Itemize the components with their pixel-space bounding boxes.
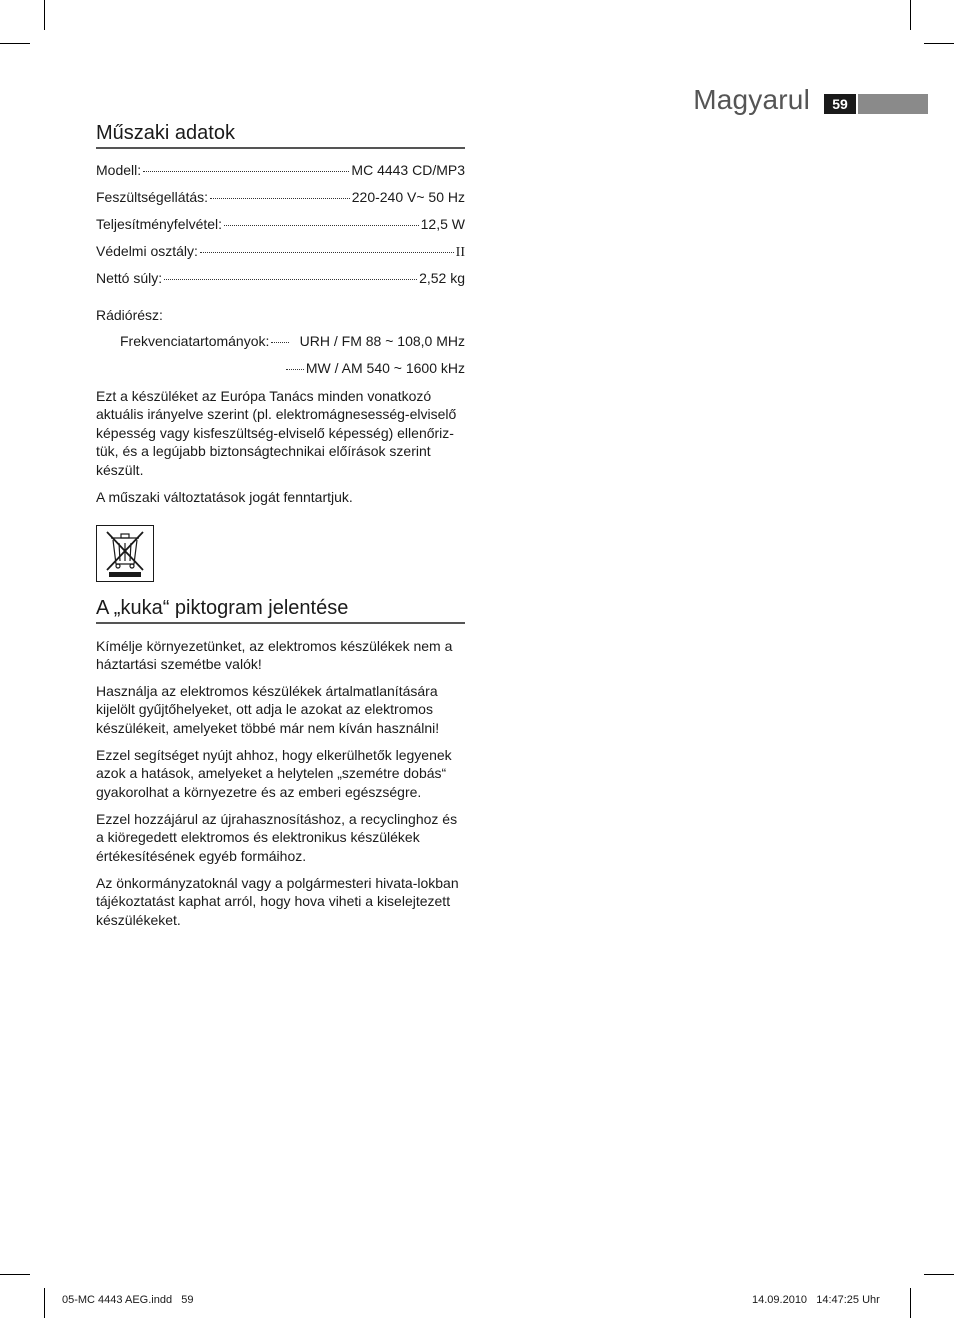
compliance-paragraph: Ezt a készüléket az Európa Tanács minden vonatkozó aktuális irányelve szerint (pl. elektromágnesesség-elviselő képesség vagy kisfeszültség-elviselő képesség) ellenőriz-tük, és a legújabb biztonságtechnikai előírások szerint készült. — [96, 388, 457, 478]
frequency-value-fm: URH / FM 88 ~ 108,0 MHz — [299, 333, 465, 349]
leader-dots — [200, 252, 454, 253]
crop-mark — [44, 1288, 45, 1318]
bin-paragraph: Kímélje környezetünket, az elektromos készülékek nem a háztartási szemétbe valók! — [96, 638, 453, 673]
spec-row — [96, 243, 465, 261]
leader-dots — [271, 342, 289, 343]
bin-heading-block — [96, 597, 465, 624]
leader-dots — [164, 279, 417, 280]
crossed-bin-icon — [96, 525, 154, 582]
crop-mark — [924, 43, 954, 44]
leader-dots — [143, 171, 349, 172]
radio-section-label: Rádiórész: — [96, 307, 163, 323]
rights-paragraph: A műszaki változtatások jogát fenntartjuk. — [96, 489, 353, 505]
spec-label: Nettó súly: — [96, 270, 163, 286]
spec-value: 220-240 V~ 50 Hz — [351, 189, 465, 205]
page-number-badge: 59 — [824, 94, 856, 114]
leader-dots — [224, 225, 419, 226]
spec-value: II — [455, 245, 465, 260]
spec-label: Védelmi osztály: — [96, 243, 198, 259]
spec-label: Feszültségellátás: — [96, 189, 209, 205]
frequency-row — [120, 360, 465, 376]
bin-paragraph: Használja az elektromos készülékek ártalmatlanítására kijelölt gyűjtőhelyeket, ott adja le azokat az elektromos készülékeit, amelyeket többé már nem kíván használni! — [96, 683, 440, 736]
specs-heading-block — [96, 122, 465, 149]
crop-mark — [910, 0, 911, 30]
crop-mark — [44, 0, 45, 30]
footer-filename: 05-MC 4443 AEG.indd 59 — [62, 1294, 194, 1306]
spec-row — [96, 216, 465, 232]
bin-paragraph: Az önkormányzatoknál vagy a polgármesteri hivata-lokban tájékoztatást kaphat arról, hogy hova viheti a kiselejtezett készülékeket. — [96, 875, 459, 928]
bin-paragraph: Ezzel hozzájárul az újrahasznosításhoz, a recyclinghoz és a kiöregedett elektromos és elektronikus készülékek értékesítésének egyéb formáihoz. — [96, 811, 458, 864]
footer-timestamp: 14.09.2010 14:47:25 Uhr — [752, 1294, 880, 1306]
frequency-label: Frekvenciatartományok: — [120, 333, 270, 349]
crop-mark — [0, 1274, 30, 1275]
crop-mark — [910, 1288, 911, 1318]
leader-dots — [286, 369, 304, 370]
crop-mark — [0, 43, 30, 44]
leader-dots — [210, 198, 350, 199]
spec-label: Modell: — [96, 162, 142, 178]
header-accent-bar — [858, 94, 928, 114]
spec-value: 12,5 W — [420, 216, 465, 232]
spec-label: Teljesítményfelvétel: — [96, 216, 223, 232]
bin-heading: A „kuka“ piktogram jelentése — [96, 597, 465, 624]
spec-row — [96, 270, 465, 286]
frequency-value-am: MW / AM 540 ~ 1600 kHz — [305, 360, 465, 376]
specs-heading: Műszaki adatok — [96, 122, 465, 149]
language-title: Magyarul — [693, 84, 810, 115]
crop-mark — [924, 1274, 954, 1275]
spec-row — [96, 162, 465, 178]
frequency-row — [120, 333, 465, 349]
spec-value: MC 4443 CD/MP3 — [351, 162, 465, 178]
spec-row — [96, 189, 465, 205]
bin-paragraph: Ezzel segítséget nyújt ahhoz, hogy elkerülhetők legyenek azok a hatások, amelyeket a helytelen „szemétre dobás“ gyakorolhat a környezetre és az emberi egészségre. — [96, 747, 452, 800]
spec-value: 2,52 kg — [419, 270, 465, 286]
